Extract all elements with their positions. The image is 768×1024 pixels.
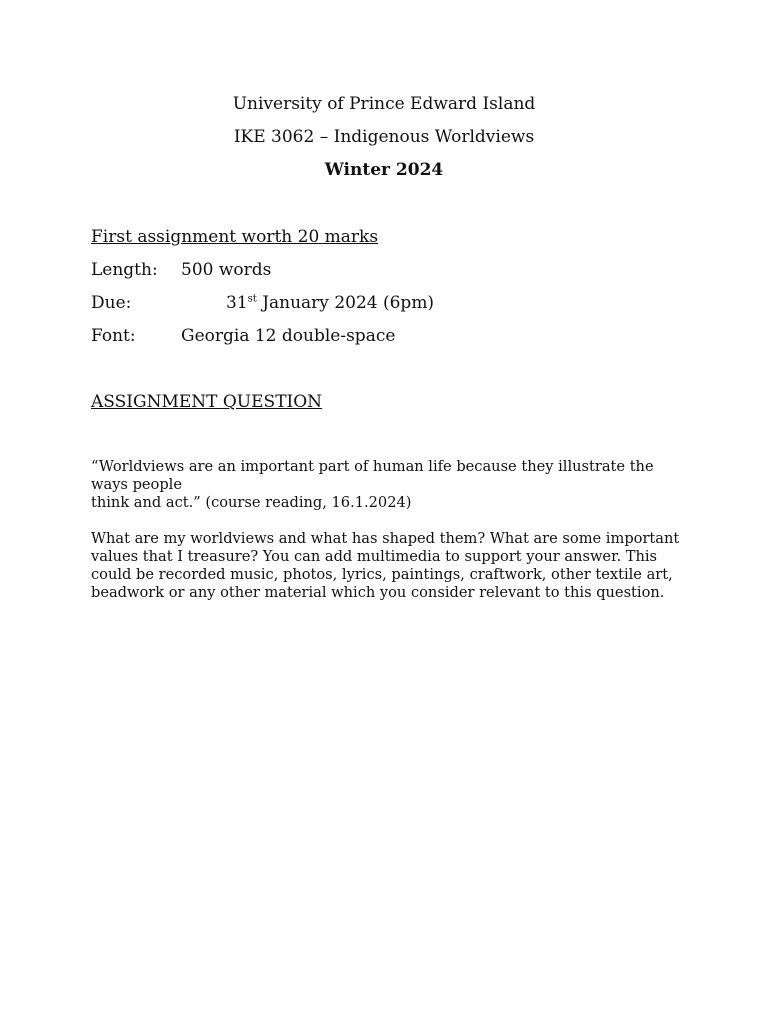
due-rest: January 2024 (6pm)	[256, 293, 435, 313]
term-title: Winter 2024	[324, 160, 444, 180]
quote-line-2: think and act.” (course reading, 16.1.2024)	[91, 494, 412, 511]
university-name: University of Prince Edward Island	[232, 94, 536, 114]
assignment-title: First assignment worth 20 marks	[91, 227, 379, 247]
quote-block	[91, 458, 691, 512]
length-value: 500 words	[181, 260, 272, 280]
prompt-block	[91, 530, 681, 602]
due-label: Due:	[91, 293, 132, 313]
font-label: Font:	[91, 326, 136, 346]
quote-line-1: “Worldviews are an important part of human life because they illustrate the ways people	[91, 458, 654, 493]
font-value: Georgia 12 double-space	[181, 326, 396, 346]
due-value	[226, 292, 434, 314]
course-title: IKE 3062 – Indigenous Worldviews	[233, 127, 535, 147]
due-day: 31	[226, 293, 248, 313]
prompt-text: What are my worldviews and what has shaped them? What are some important values that I treasure? You can add multimedia to support your answer. This could be recorded music, photos, lyrics, paintings, craftwork, other textile art, beadwork or any other material which you consider relevant to this question.	[91, 530, 680, 601]
due-suffix: st	[247, 293, 257, 305]
length-label: Length:	[91, 260, 158, 280]
question-heading: ASSIGNMENT QUESTION	[91, 392, 323, 412]
